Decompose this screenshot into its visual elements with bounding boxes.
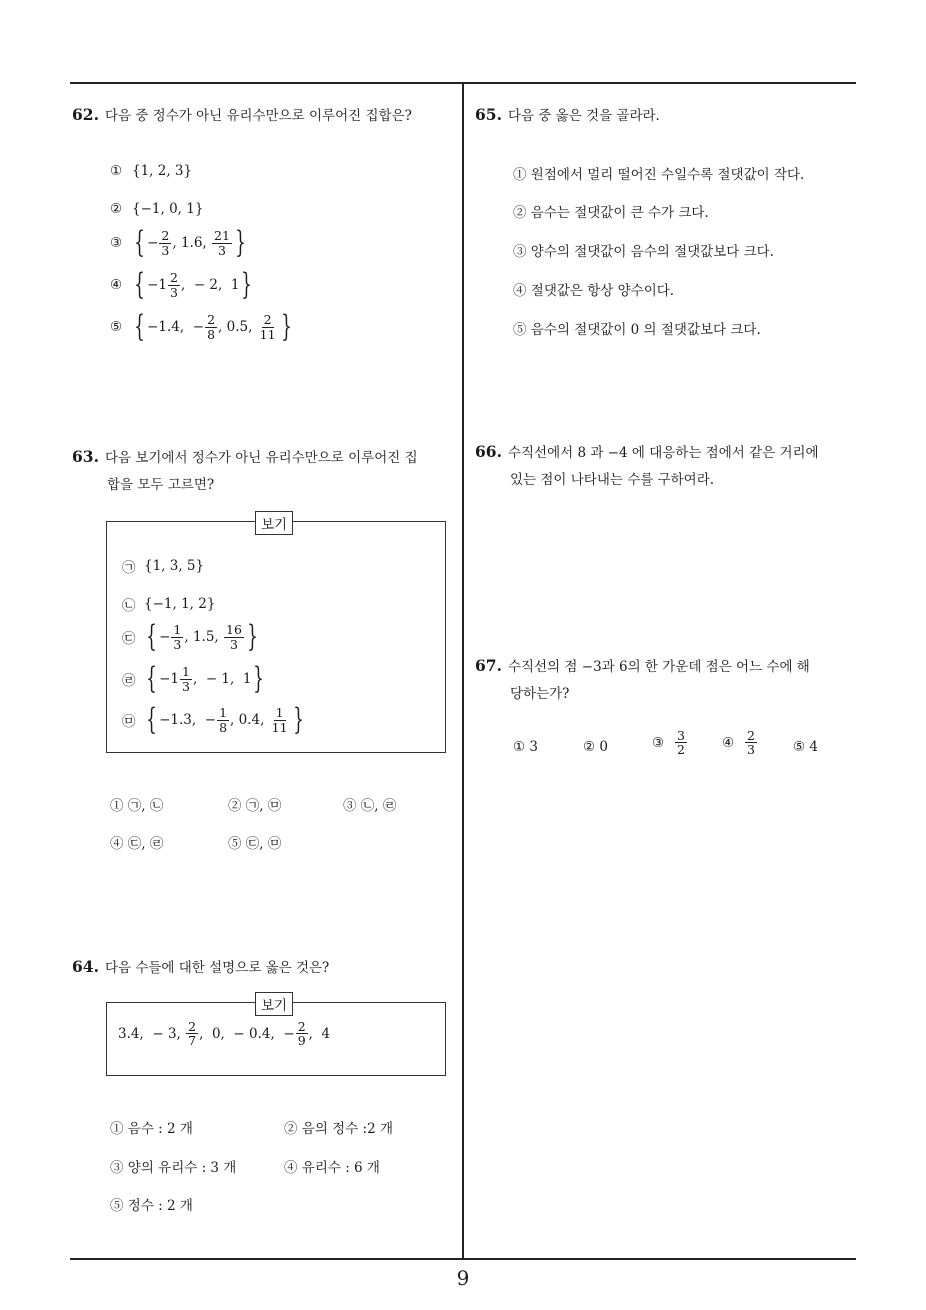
q62-text: 다음 중 정수가 아닌 유리수만으로 이루어진 집합은? bbox=[104, 108, 412, 124]
q67-option-2[interactable]: ② 0 bbox=[583, 739, 608, 755]
q67-option-5[interactable]: ⑤ 4 bbox=[793, 739, 818, 755]
q62-option-5[interactable]: ⑤ { −1.4, − $\frac{2}{8}$ , 0.5, $\frac{2}{11}$ } bbox=[110, 309, 292, 344]
q65-option-3[interactable]: ③ 양수의 절댓값이 음수의 절댓값보다 크다. bbox=[513, 244, 774, 260]
q64-number: 64. bbox=[72, 957, 99, 976]
q63-item-d: ㉣ { −1 $\frac{1}{3}$ , − 1, 1 } bbox=[122, 661, 265, 696]
q63-item-b: ㉡ {−1, 1, 2} bbox=[122, 596, 216, 614]
q67-text-line1: 수직선의 점 −3과 6의 한 가운데 점은 어느 수에 해 bbox=[507, 659, 810, 675]
q63-bogi-label: 보기 bbox=[255, 511, 293, 535]
q63-answer-4[interactable]: ④ ㉢, ㉣ bbox=[110, 836, 164, 852]
q64-header bbox=[72, 956, 329, 976]
q63-text-line2: 합을 모두 고르면? bbox=[107, 477, 215, 493]
q66-text-line2: 있는 점이 나타내는 수를 구하여라. bbox=[510, 472, 715, 488]
q64-answer-5[interactable]: ⑤ 정수 : 2 개 bbox=[110, 1198, 193, 1214]
q64-answer-2[interactable]: ② 음의 정수 :2 개 bbox=[284, 1121, 394, 1137]
q63-item-e: ㉤ { −1.3, − $\frac{1}{8}$ , 0.4, $\frac{1}{11}$ } bbox=[122, 702, 304, 737]
q64-answer-1[interactable]: ① 음수 : 2 개 bbox=[110, 1121, 193, 1137]
q63-text-line1: 다음 보기에서 정수가 아닌 유리수만으로 이루어진 집 bbox=[104, 450, 418, 466]
q65-text: 다음 중 옳은 것을 골라라. bbox=[507, 108, 660, 124]
q62-option-4[interactable]: ④ { −1 $\frac{2}{3}$ , − 2, 1 } bbox=[110, 267, 253, 302]
q65-option-5[interactable]: ⑤ 음수의 절댓값이 0 의 절댓값보다 크다. bbox=[513, 322, 761, 338]
q62-header bbox=[72, 104, 412, 124]
q63-number: 63. bbox=[72, 447, 99, 466]
q63-item-a: ㉠ {1, 3, 5} bbox=[122, 558, 205, 576]
q67-option-4[interactable]: ④ $\frac{2}{3}$ bbox=[722, 728, 755, 758]
q65-option-1[interactable]: ① 원점에서 멀리 떨어진 수일수록 절댓값이 작다. bbox=[513, 167, 805, 183]
q65-number: 65. bbox=[475, 105, 502, 124]
q62-option-1[interactable]: ① {1, 2, 3} bbox=[110, 163, 193, 179]
q67-header bbox=[475, 655, 810, 675]
q63-header bbox=[72, 446, 418, 466]
q64-text: 다음 수들에 대한 설명으로 옳은 것은? bbox=[104, 960, 330, 976]
q66-text-line1: 수직선에서 8 과 −4 에 대응하는 점에서 같은 거리에 bbox=[507, 445, 819, 461]
q66-header bbox=[475, 441, 819, 461]
q65-option-4[interactable]: ④ 절댓값은 항상 양수이다. bbox=[513, 283, 675, 299]
q63-answer-2[interactable]: ② ㉠, ㉤ bbox=[228, 798, 282, 814]
q62-number: 62. bbox=[72, 105, 99, 124]
q63-answer-3[interactable]: ③ ㉡, ㉣ bbox=[343, 798, 397, 814]
q63-item-c: ㉢ { − $\frac{1}{3}$ , 1.5, $\frac{16}{3}$ } bbox=[122, 619, 258, 654]
q67-number: 67. bbox=[475, 656, 502, 675]
q66-number: 66. bbox=[475, 442, 502, 461]
q63-answer-5[interactable]: ⑤ ㉢, ㉤ bbox=[228, 836, 282, 852]
q64-answer-4[interactable]: ④ 유리수 : 6 개 bbox=[284, 1160, 380, 1176]
q63-answer-1[interactable]: ① ㉠, ㉡ bbox=[110, 798, 164, 814]
q62-option-3[interactable]: ③ { − $\frac{2}{3}$ , 1.6, $\frac{21}{3}$ } bbox=[110, 225, 246, 260]
q65-option-2[interactable]: ② 음수는 절댓값이 큰 수가 크다. bbox=[513, 205, 709, 221]
q64-bogi-label: 보기 bbox=[255, 992, 293, 1016]
column-divider bbox=[462, 82, 464, 1258]
bottom-rule bbox=[70, 1258, 856, 1260]
page-number: 9 bbox=[456, 1266, 470, 1290]
q67-option-3[interactable]: ③ $\frac{3}{2}$ bbox=[652, 728, 685, 758]
q64-answer-3[interactable]: ③ 양의 유리수 : 3 개 bbox=[110, 1160, 237, 1176]
q62-option-2[interactable]: ② {−1, 0, 1} bbox=[110, 201, 204, 217]
q67-text-line2: 당하는가? bbox=[510, 686, 570, 702]
q67-option-1[interactable]: ① 3 bbox=[513, 739, 538, 755]
q65-header bbox=[475, 104, 660, 124]
q64-number-list: 3.4, − 3, $\frac{2}{7}$ , 0, − 0.4, − $\frac{2}{9}$ , 4 bbox=[118, 1019, 331, 1049]
